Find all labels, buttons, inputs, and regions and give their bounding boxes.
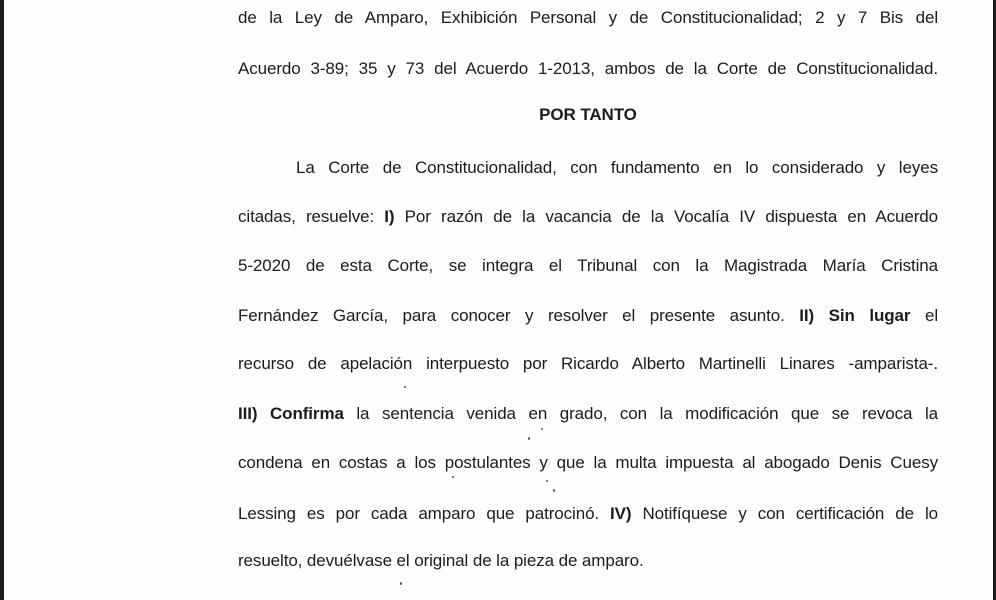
text-line-11: resuelto, devuélvase el original de la pieza de amparo. [238, 551, 644, 570]
text-line-3: La Corte de Constitucionalidad, con fundamento en lo considerado y leyes [296, 158, 938, 177]
scan-speck [400, 582, 402, 585]
text-line-4: citadas, resuelve: I) Por razón de la vacancia de la Vocalía IV dispuesta en Acuerdo [238, 207, 938, 226]
text-line-2: Acuerdo 3-89; 35 y 73 del Acuerdo 1-2013, ambos de la Corte de Constitucionalidad. [238, 59, 938, 78]
scan-speck [452, 476, 454, 478]
scan-speck [404, 386, 406, 388]
text-line-1: de la Ley de Amparo, Exhibición Personal y de Constitucionalidad; 2 y 7 Bis del [238, 8, 938, 27]
text-line-6: Fernández García, para conocer y resolver el presente asunto. II) Sin lugar el [238, 306, 938, 325]
scan-edge-left [0, 0, 4, 600]
text-line-10: Lessing es por cada amparo que patrocinó. IV) Notifíquese y con certificación de lo [238, 504, 938, 523]
scan-speck [528, 437, 530, 440]
text-line-9: condena en costas a los postulantes y que la multa impuesta al abogado Denis Cuesy [238, 453, 938, 472]
text-line-7: recurso de apelación interpuesto por Ricardo Alberto Martinelli Linares -amparista-. [238, 354, 938, 373]
scan-speck [546, 480, 548, 482]
scan-speck [541, 428, 543, 430]
section-heading: POR TANTO [539, 105, 637, 124]
scan-speck [553, 489, 555, 492]
text-line-8: III) Confirma la sentencia venida en grado, con la modificación que se revoca la [238, 404, 938, 423]
text-line-5: 5-2020 de esta Corte, se integra el Tribunal con la Magistrada María Cristina [238, 256, 938, 275]
